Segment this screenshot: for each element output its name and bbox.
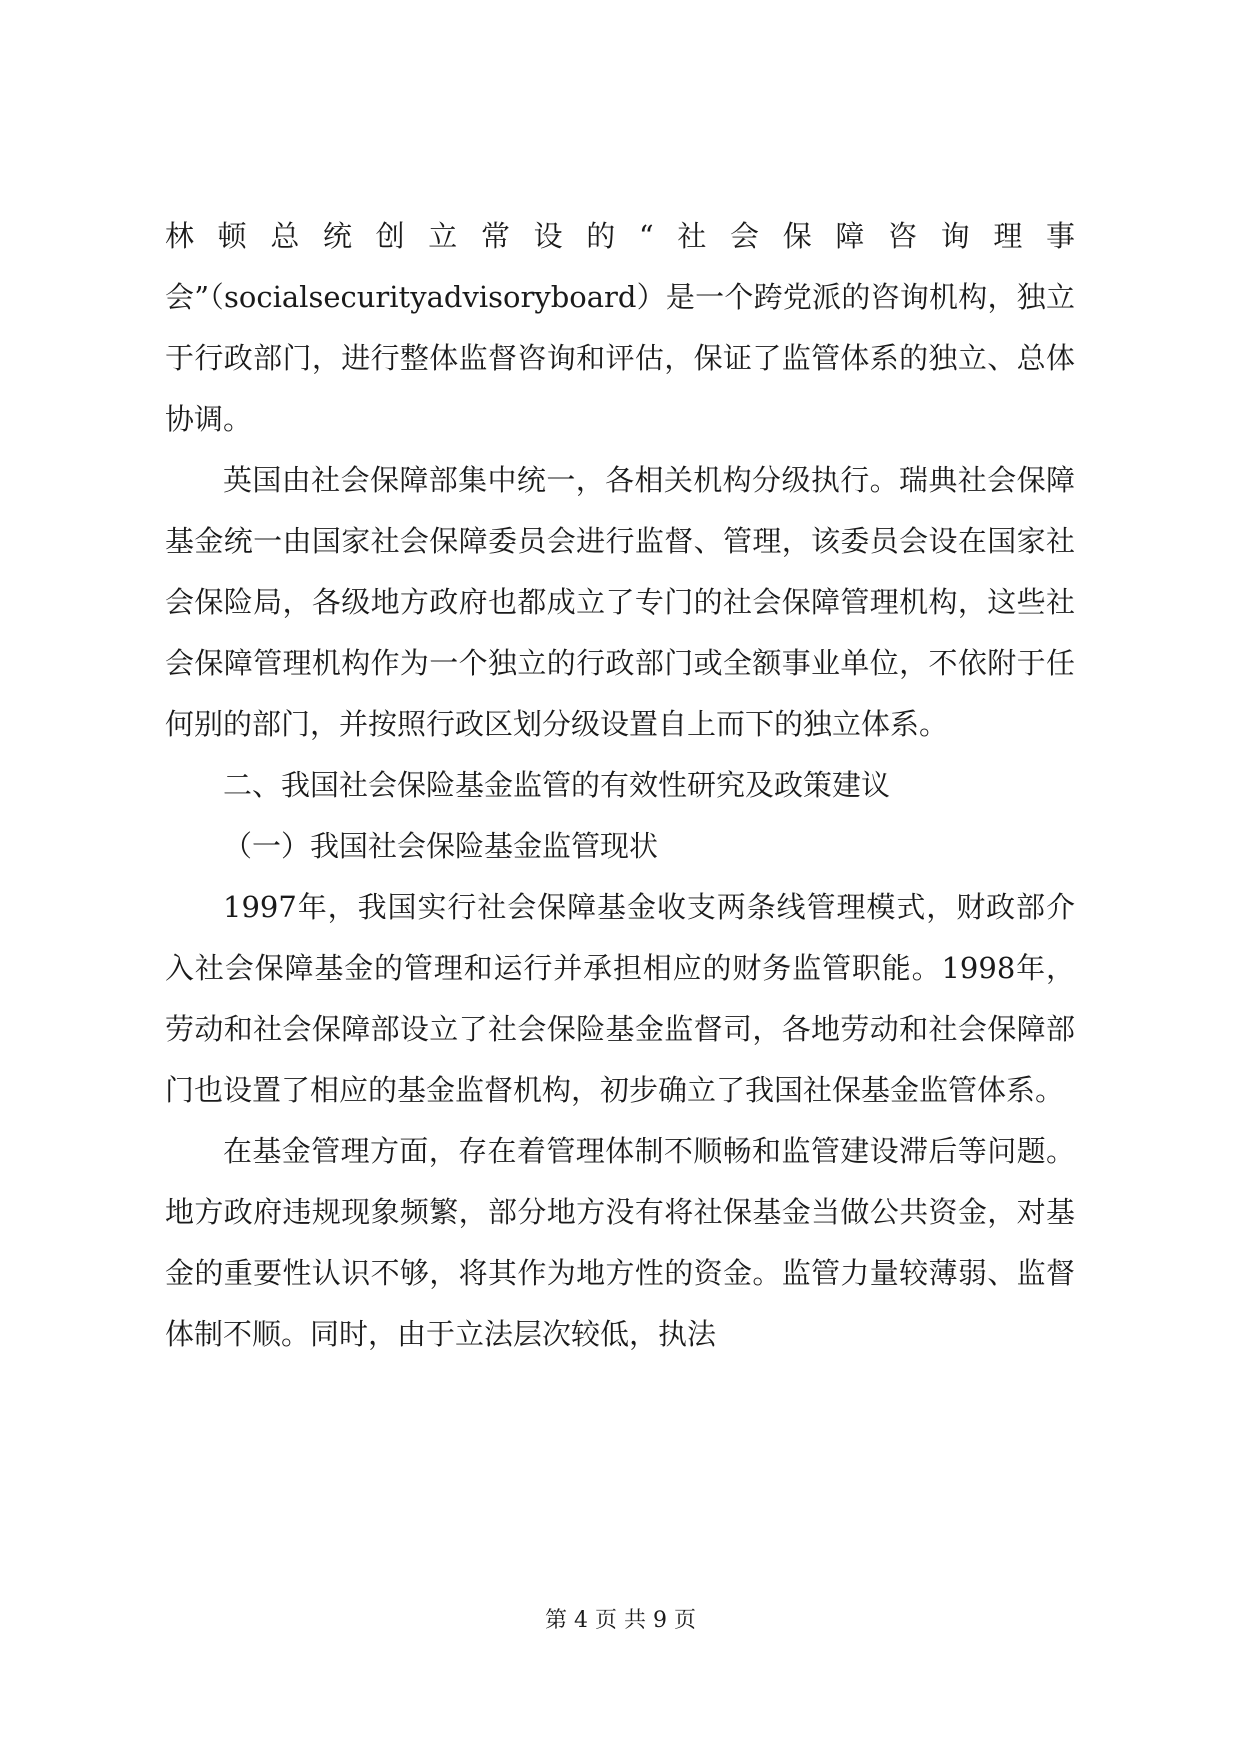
subsection-heading: （一）我国社会保险基金监管现状 [223, 829, 659, 863]
paragraph-1: 林顿总统创立常设的“社会保障咨询理事会”（socialsecurityadvisoryboard）是一个跨党派的咨询机构，独立于行政部门，进行整体监督咨询和评估，保证了监管体系的独立、总体协调。 [165, 219, 1075, 436]
document-body [165, 206, 1075, 1365]
paragraph-3: 1997年，我国实行社会保障基金收支两条线管理模式，财政部介入社会保障基金的管理和运行并承担相应的财务监管职能。1998年，劳动和社会保障部设立了社会保险基金监督司，各地劳动和社会保障部门也设置了相应的基金监督机构，初步确立了我国社保基金监管体系。 [165, 890, 1075, 1107]
paragraph-2: 英国由社会保障部集中统一，各相关机构分级执行。瑞典社会保障基金统一由国家社会保障委员会进行监督、管理，该委员会设在国家社会保险局，各级地方政府也都成立了专门的社会保障管理机构，这些社会保障管理机构作为一个独立的行政部门或全额事业单位，不依附于任何别的部门，并按照行政区划分级设置自上而下的独立体系。 [165, 463, 1075, 741]
paragraph-4: 在基金管理方面，存在着管理体制不顺畅和监管建设滞后等问题。地方政府违规现象频繁，部分地方没有将社保基金当做公共资金，对基金的重要性认识不够，将其作为地方性的资金。监管力量较薄弱、监督体制不顺。同时，由于立法层次较低，执法 [165, 1134, 1075, 1351]
page-number-footer: 第 4 页 共 9 页 [545, 1608, 696, 1633]
section-heading: 二、我国社会保险基金监管的有效性研究及政策建议 [223, 768, 891, 802]
